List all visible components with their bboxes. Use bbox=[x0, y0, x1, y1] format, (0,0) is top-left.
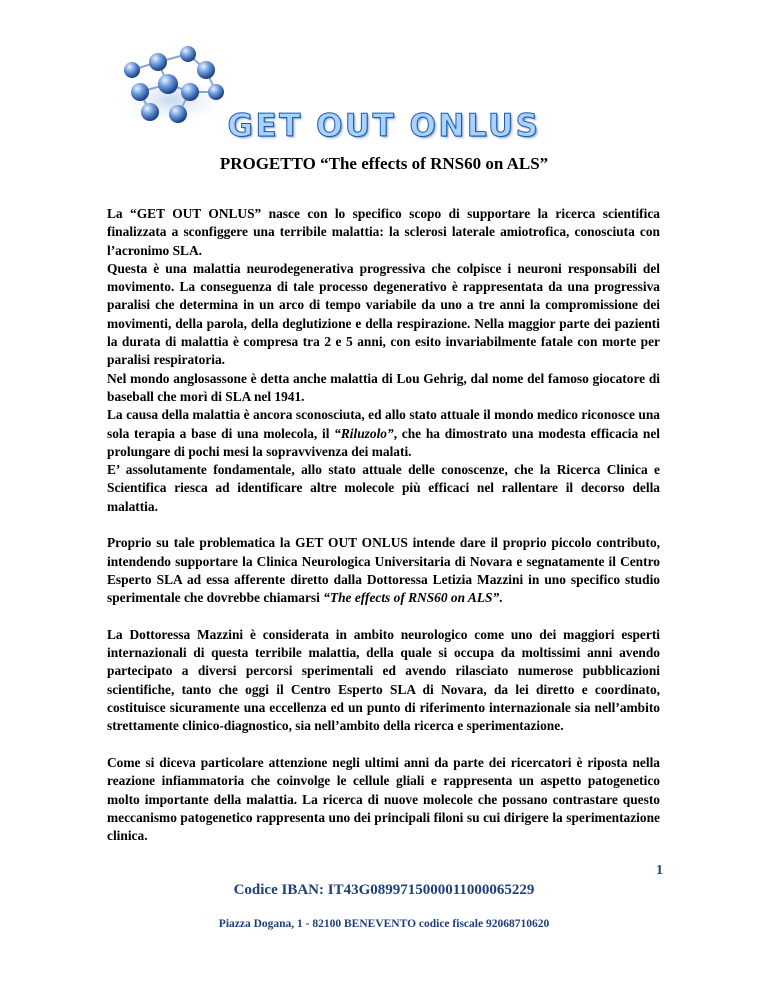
paragraph-intro bbox=[107, 205, 660, 516]
address-footer: Piazza Dogana, 1 - 82100 BENEVENTO codice fiscale 92068710620 bbox=[218, 918, 550, 930]
sentence-disease: Questa è una malattia neurodegenerativa progressiva che colpisce i neuroni responsabili del movimento. La conseguenza di tale processo degenerativo è rappresentata da una progressiva paralisi che determina in un arco di tempo variabile da uno a tre anni la compromissione dei movimenti, della parola, della deglutizione e della respirazione. Nella maggior parte dei pazienti la durata di malattia è compresa tra 2 e 5 anni, con esito invariabilmente fatale con morte per paralisi respiratoria. bbox=[107, 260, 660, 368]
sentence-cause-start: La causa della malattia è ancora sconosciuta, ed allo stato attuale il mondo medico riconosce una sola terapia a base di una molecola, il bbox=[107, 407, 660, 441]
project-title: PROGETTO “The effects of RNS60 on ALS” bbox=[219, 154, 549, 173]
document-body bbox=[107, 205, 660, 845]
paragraph-project bbox=[107, 534, 660, 607]
paragraph-mazzini: La Dottoressa Mazzini è considerata in ambito neurologico come uno dei maggiori esperti internazionali di questa terribile malattia, della quale si occupa da moltissimi anni avendo partecipato a diversi percorsi sperimentali ed avendo rilasciato numerose pubblicazioni scientifiche, tanto che oggi il Centro Esperto SLA di Novara, da lei diretto e coordinato, costituisce sicuramente una eccellenza ed un punto di riferimento internazionale sia nell’ambito strettamente clinico-diagnostico, sia nell’ambito della ricerca e sperimentazione. bbox=[107, 626, 660, 734]
iban-footer: Codice IBAN: IT43G0899715000011000065229 bbox=[233, 882, 535, 898]
sentence-cause-end: , che ha dimostrato una modesta efficacia nel prolungare di pochi mesi la sopravvivenza dei malati. bbox=[107, 425, 660, 459]
study-title-emphasis: “The effects of RNS60 on ALS” bbox=[323, 590, 500, 606]
page-number: 1 bbox=[656, 863, 663, 878]
project-text-start: Proprio su tale problematica la GET OUT ONLUS intende dare il proprio piccolo contributo, intendendo supportare la Clinica Neurologica Universitaria di Novara e segnatamente il Centro Esperto SLA ad essa afferente diretto dalla Dottoressa Letizia Mazzini in uno specifico studio sperimentale che dovrebbe chiamarsi bbox=[107, 535, 660, 606]
project-text-end: . bbox=[499, 590, 503, 606]
riluzolo-emphasis: “Riluzolo” bbox=[334, 425, 394, 441]
sentence-research-need: E’ assolutamente fondamentale, allo stato attuale delle conoscenze, che la Ricerca Clinica e Scientifica riesca ad identificare altre molecole più efficaci nel rallentare il decorso della malattia. bbox=[107, 462, 660, 514]
sentence-intro: La “GET OUT ONLUS” nasce con lo specifico scopo di supportare la ricerca scientifica finalizzata a sconfiggere una terribile malattia: la sclerosi laterale amiotrofica, conosciuta con l’acronimo SLA. bbox=[107, 206, 660, 258]
organization-title: GET OUT ONLUS bbox=[227, 108, 541, 144]
sentence-lou-gehrig: Nel mondo anglosassone è detta anche malattia di Lou Gehrig, dal nome del famoso giocatore di baseball che morì di SLA nel 1941. bbox=[107, 370, 660, 404]
paragraph-research: Come si diceva particolare attenzione negli ultimi anni da parte dei ricercatori è riposta nella reazione infiammatoria che coinvolge le cellule gliali e rappresenta un aspetto patogenetico molto importante della malattia. La ricerca di nuove molecole che possano contrastare questo meccanismo patogenetico rappresenta uno dei principali filoni su cui dirigere la sperimentazione clinica. bbox=[107, 754, 660, 844]
